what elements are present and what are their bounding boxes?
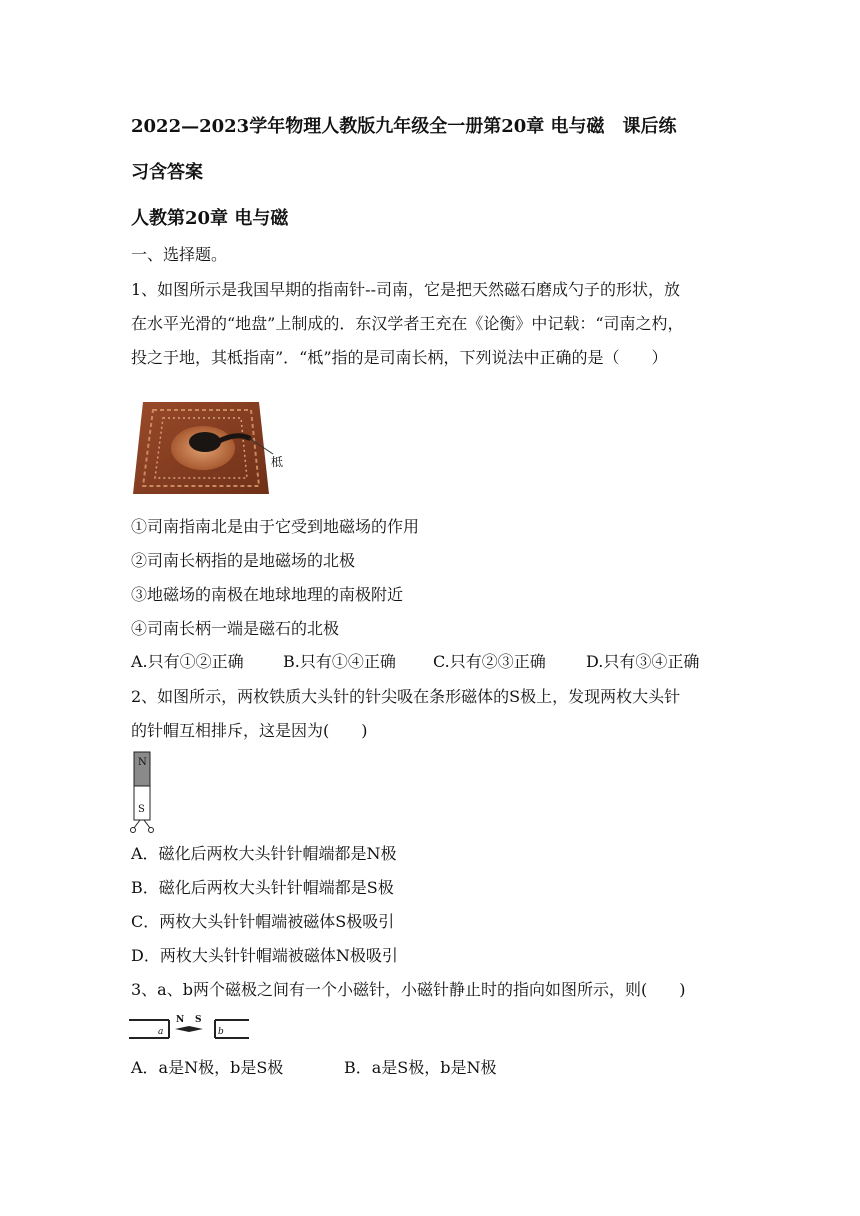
sinan-handle-label: 柢 <box>271 455 284 469</box>
q3-options <box>131 1057 497 1079</box>
q2-text-line1: 2、如图所示，两枚铁质大头针的针尖吸在条形磁体的S极上，发现两枚大头针 <box>131 687 681 706</box>
q1-text-line1: 1、如图所示是我国早期的指南针--司南，它是把天然磁石磨成勺子的形状，放 <box>131 280 680 299</box>
q1-option-a[interactable]: A.只有①②正确 <box>131 652 244 671</box>
q2-option-c[interactable]: C．两枚大头针针帽端被磁体S极吸引 <box>131 912 395 931</box>
needle-n-label: N <box>176 1015 185 1025</box>
q1-statement-3: ③地磁场的南极在地球地理的南极附近 <box>131 585 404 604</box>
q1-text-line2: 在水平光滑的“地盘”上制成的．东汉学者王充在《论衡》中记载：“司南之杓， <box>131 314 684 333</box>
q1-statement-4: ④司南长柄一端是磁石的北极 <box>131 619 340 638</box>
sinan-compass-illustration <box>131 398 284 498</box>
magnet-s-label: S <box>138 804 145 815</box>
q2-option-a[interactable]: A．磁化后两枚大头针针帽端都是N极 <box>131 844 397 863</box>
q1-option-d[interactable]: D.只有③④正确 <box>586 652 700 671</box>
section-heading: 一、选择题。 <box>131 245 228 264</box>
q1-option-c[interactable]: C.只有②③正确 <box>433 652 546 671</box>
magnetic-poles-figure <box>129 1012 251 1042</box>
magnet-n-label: N <box>138 757 147 768</box>
chapter-subtitle: 人教第20章 电与磁 <box>131 208 289 229</box>
q2-text-line2: 的针帽互相排斥，这是因为( ) <box>131 721 368 740</box>
q3-option-a[interactable]: A．a是N极，b是S极 <box>131 1058 284 1077</box>
q2-option-d[interactable]: D．两枚大头针针帽端被磁体N极吸引 <box>131 946 398 965</box>
sinan-compass-figure <box>131 398 284 498</box>
q1-statement-2: ②司南长柄指的是地磁场的北极 <box>131 551 356 570</box>
q3-option-b[interactable]: B．a是S极，b是N极 <box>344 1058 497 1077</box>
needle-s-label: S <box>195 1015 202 1025</box>
q3-text: 3、a、b两个磁极之间有一个小磁针，小磁针静止时的指向如图所示，则( ) <box>131 980 686 999</box>
q1-option-b[interactable]: B.只有①④正确 <box>283 652 396 671</box>
q2-option-b[interactable]: B．磁化后两枚大头针针帽端都是S极 <box>131 878 394 897</box>
document-title-line2: 习含答案 <box>131 162 203 183</box>
q1-options <box>131 651 699 673</box>
magnetic-poles-illustration <box>129 1012 251 1042</box>
pole-b-label: b <box>218 1027 224 1037</box>
q1-statement-1: ①司南指南北是由于它受到地磁场的作用 <box>131 517 420 536</box>
bar-magnet-illustration <box>128 750 160 834</box>
document-title-line1: 2022—2023学年物理人教版九年级全一册第20章 电与磁 课后练 <box>131 116 677 137</box>
pole-a-label: a <box>158 1027 164 1037</box>
bar-magnet-figure <box>128 750 160 834</box>
q1-text-line3: 投之于地，其柢指南”．“柢”指的是司南长柄，下列说法中正确的是（ ） <box>131 348 668 367</box>
